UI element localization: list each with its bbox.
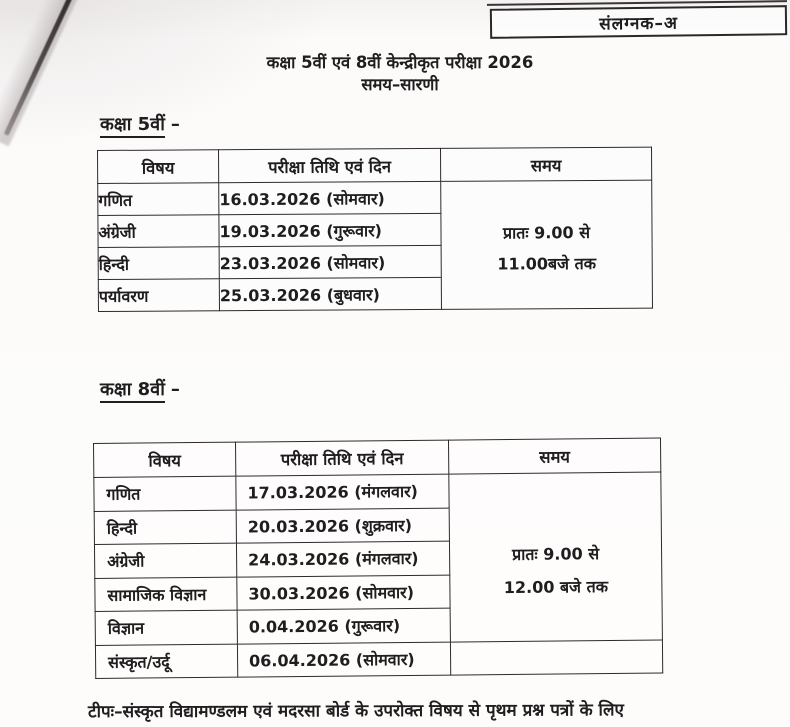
subject-cell: हिन्दी	[98, 247, 219, 280]
date-cell: 23.03.2026 (सोमवार)	[219, 245, 441, 278]
class8-heading	[100, 377, 180, 401]
date-cell: 20.03.2026 (शुक्रवार)	[236, 508, 449, 544]
class5-time-cell	[441, 180, 653, 309]
class5-col-date: परीक्षा तिथि एवं दिन	[219, 148, 441, 182]
class5-col-time: समय	[440, 147, 651, 181]
subject-cell: पर्यावरण	[98, 279, 219, 312]
class8-col-time: समय	[448, 438, 660, 474]
attachment-label-box	[490, 5, 787, 39]
time-line-2: 12.00 बजे तक	[503, 576, 609, 597]
time-line-2: 11.00बजे तक	[497, 253, 597, 274]
class8-heading-dash: –	[170, 379, 180, 400]
subject-cell: हिन्दी	[94, 510, 236, 545]
class8-time-cell	[449, 472, 663, 642]
class8-time-cell-empty	[450, 640, 662, 676]
class5-timetable	[97, 147, 653, 312]
time-line-1: प्रातः 9.00 से	[511, 543, 600, 564]
class5-heading-text: कक्षा 5वीं	[100, 114, 165, 138]
time-line-1: प्रातः 9.00 से	[502, 222, 591, 243]
date-cell: 0.04.2026 (गुरूवार)	[237, 608, 450, 644]
subject-cell: गणित	[94, 476, 236, 511]
class8-col-subject: विषय	[94, 442, 236, 477]
subject-cell: अंग्रेजी	[94, 543, 236, 578]
class8-timetable	[93, 438, 663, 679]
class5-col-subject: विषय	[98, 150, 219, 184]
class8-header-row	[94, 438, 661, 477]
class8-heading-text: कक्षा 8वीं	[100, 379, 165, 403]
document-title	[0, 52, 790, 96]
date-cell: 17.03.2026 (मंगलवार)	[236, 474, 449, 510]
class5-heading	[100, 112, 180, 136]
class5-heading-dash: –	[170, 114, 180, 135]
class8-col-date: परीक्षा तिथि एवं दिन	[235, 440, 448, 476]
footnote: टीपः–संस्कृत विद्यामण्डलम एवं मदरसा बोर्ड के उपरोक्त विषय से पृथम प्रश्न पत्रों के लिए	[87, 700, 624, 723]
subject-cell: सामाजिक विज्ञान	[95, 577, 237, 612]
subject-cell: गणित	[98, 183, 219, 216]
subject-cell: संस्कृत/उर्दू	[95, 644, 237, 679]
date-cell: 25.03.2026 (बुधवार)	[219, 277, 441, 310]
title-line-2: समय–सारणी	[361, 75, 439, 94]
subject-cell: अंग्रेजी	[98, 215, 219, 248]
date-cell: 30.03.2026 (सोमवार)	[237, 575, 450, 611]
title-line-1: कक्षा 5वीं एवं 8वीं केन्द्रीकृत परीक्षा 2026	[266, 53, 534, 72]
date-cell: 06.04.2026 (सोमवार)	[237, 642, 450, 678]
date-cell: 24.03.2026 (मंगलवार)	[236, 541, 449, 577]
date-cell: 19.03.2026 (गुरूवार)	[219, 213, 441, 246]
class5-header-row	[98, 147, 652, 183]
table-row	[98, 180, 652, 215]
table-row	[95, 640, 662, 679]
table-row	[94, 472, 661, 511]
subject-cell: विज्ञान	[95, 610, 237, 645]
date-cell: 16.03.2026 (सोमवार)	[219, 181, 441, 214]
attachment-label: संलग्नक–अ	[599, 13, 679, 34]
